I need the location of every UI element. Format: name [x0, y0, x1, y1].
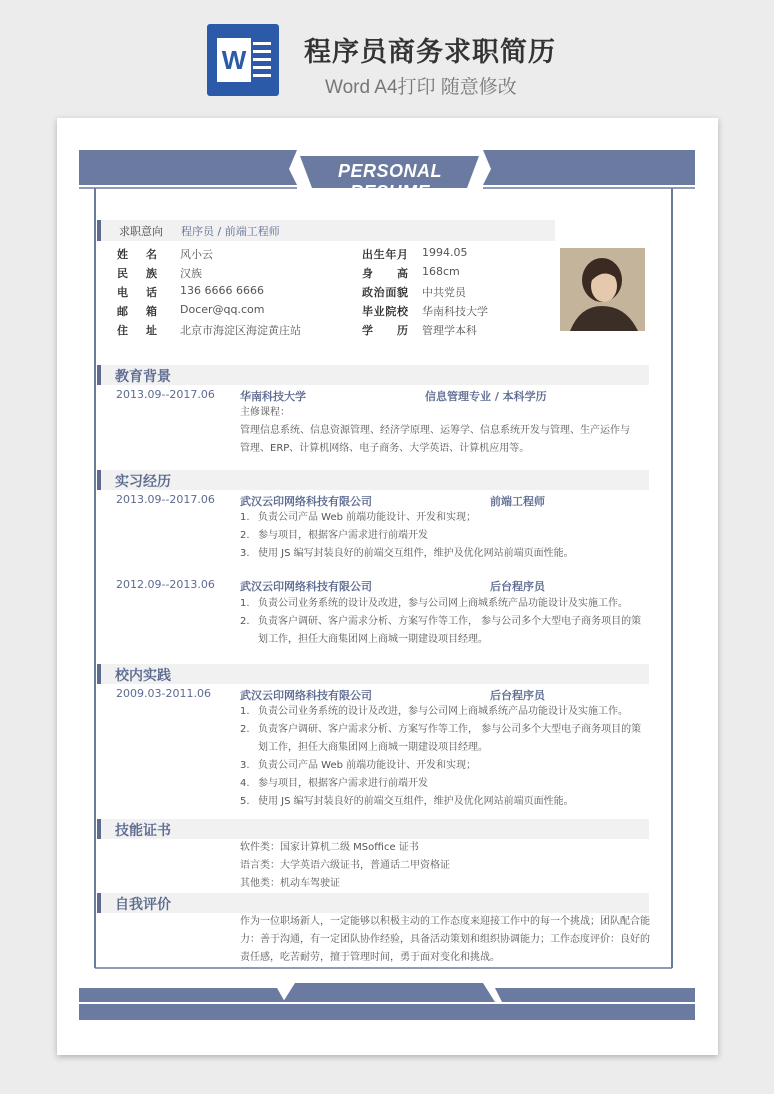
item-number: 2. [240, 616, 250, 627]
info-label: 毕业院校 [362, 305, 408, 318]
banner-title: PERSONAL RESUME [337, 161, 442, 202]
info-label: 出生年月 [362, 248, 408, 261]
item-number: 4. [240, 778, 250, 789]
list-item [240, 757, 650, 775]
section-marker [97, 664, 101, 684]
section-title: 技能证书 [115, 823, 171, 839]
info-value: 中共党员 [422, 286, 466, 299]
item-number: 1. [240, 598, 250, 609]
skill-line: 语言类：大学英语六级证书，普通话二甲资格证 [240, 860, 450, 871]
skill-line: 软件类：国家计算机二级 MSoffice 证书 [240, 842, 419, 853]
list-item [240, 775, 650, 793]
info-value: 华南科技大学 [422, 305, 488, 318]
section-title: 校内实践 [115, 668, 171, 684]
item-number: 5. [240, 796, 250, 807]
info-label: 学历 [362, 324, 408, 337]
section-marker [97, 893, 101, 913]
campus-role: 后台程序员 [490, 689, 545, 702]
info-label: 电话 [117, 286, 157, 299]
item-number: 3. [240, 548, 250, 559]
section-internship [97, 470, 649, 490]
info-label: 民族 [117, 267, 157, 280]
info-value: 汉族 [180, 267, 202, 280]
info-label: 住址 [117, 324, 157, 337]
skill-line: 其他类：机动车驾驶证 [240, 878, 340, 889]
item-number: 2. [240, 530, 250, 541]
info-value: Docer@qq.com [180, 303, 265, 316]
job-intent-label: 求职意向 [119, 225, 163, 238]
job-intent-bar [97, 220, 555, 241]
section-marker [97, 220, 101, 241]
section-title: 教育背景 [115, 369, 171, 385]
item-text: 负责公司业务系统的设计及改进，参与公司网上商城系统产品功能设计及实施工作。 [258, 706, 628, 717]
item-text: 使用 JS 编写封装良好的前端交互组件，维护及优化网站前端页面性能。 [258, 796, 574, 807]
intern-date: 2012.09--2013.06 [116, 578, 215, 591]
resume-page [57, 118, 718, 1055]
info-label: 政治面貌 [362, 286, 408, 299]
section-marker [97, 819, 101, 839]
section-self-eval [97, 893, 649, 913]
edu-major: 信息管理专业 / 本科学历 [425, 390, 547, 403]
info-label: 姓名 [117, 248, 157, 261]
section-title: 自我评价 [115, 897, 171, 913]
list-item [240, 703, 650, 721]
intern-date: 2013.09--2017.06 [116, 493, 215, 506]
profile-photo [560, 248, 645, 331]
item-number: 3. [240, 760, 250, 771]
edu-school: 华南科技大学 [240, 390, 306, 403]
campus-company: 武汉云印网络科技有限公司 [240, 689, 372, 702]
info-value: 1994.05 [422, 246, 468, 259]
info-value: 风小云 [180, 248, 213, 261]
list-item [240, 613, 650, 649]
section-education [97, 365, 649, 385]
info-value: 管理学本科 [422, 324, 477, 337]
item-text: 负责公司业务系统的设计及改进，参与公司网上商城系统产品功能设计及实施工作。 [258, 598, 628, 609]
item-number: 1. [240, 706, 250, 717]
item-text: 负责客户调研、客户需求分析、方案写作等工作， 参与公司多个大型电子商务项目的策划工作，担任大商集团网上商城一期建设项目经理。 [258, 616, 642, 645]
top-right-bar [483, 150, 695, 185]
list-item [240, 509, 650, 527]
page-title: 程序员商务求职简历 [304, 37, 556, 68]
info-value: 136 6666 6666 [180, 284, 264, 297]
edu-courses-line: 管理、ERP、计算机网络、电子商务、大学英语、计算机应用等。 [240, 443, 530, 454]
edu-courses-label: 主修课程： [240, 407, 290, 418]
section-skills [97, 819, 649, 839]
section-marker [97, 365, 101, 385]
intern-role: 前端工程师 [490, 495, 545, 508]
item-text: 使用 JS 编写封装良好的前端交互组件，维护及优化网站前端页面性能。 [258, 548, 574, 559]
word-logo-icon [207, 24, 279, 96]
section-campus [97, 664, 649, 684]
job-intent-value: 程序员 / 前端工程师 [181, 225, 280, 238]
item-text: 负责客户调研、客户需求分析、方案写作等工作， 参与公司多个大型电子商务项目的策划工作，担任大商集团网上商城一期建设项目经理。 [258, 724, 642, 753]
campus-date: 2009.03-2011.06 [116, 687, 211, 700]
bottom-plate [283, 983, 495, 1002]
word-logo-lines [253, 42, 271, 82]
intern-company: 武汉云印网络科技有限公司 [240, 580, 372, 593]
top-left-bar [79, 150, 297, 185]
list-item [240, 721, 650, 757]
section-title: 实习经历 [115, 474, 171, 490]
info-value: 北京市海淀区海淀黄庄站 [180, 324, 301, 337]
page-subtitle: Word A4打印 随意修改 [325, 77, 517, 98]
intern-role: 后台程序员 [490, 580, 545, 593]
info-label: 身高 [362, 267, 408, 280]
info-label: 邮箱 [117, 305, 157, 318]
list-item [240, 527, 650, 545]
list-item [240, 595, 650, 613]
edu-date: 2013.09--2017.06 [116, 388, 215, 401]
section-marker [97, 470, 101, 490]
self-eval-text: 作为一位职场新人，一定能够以积极主动的工作态度来迎接工作中的每一个挑战；团队配合能力：善于沟通，有一定团队协作经验，具备活动策划和组织协调能力；工作态度评价：良好的责任感，吃苦耐劳，擅于管理时间，勇于面对变化和挑战。 [240, 916, 650, 963]
item-number: 2. [240, 724, 250, 735]
item-text: 参与项目，根据客户需求进行前端开发 [258, 530, 428, 541]
item-text: 参与项目，根据客户需求进行前端开发 [258, 778, 428, 789]
item-number: 1. [240, 512, 250, 523]
intern-company: 武汉云印网络科技有限公司 [240, 495, 372, 508]
edu-courses-line: 管理信息系统、信息资源管理、经济学原理、运筹学、信息系统开发与管理、生产运作与 [240, 425, 630, 436]
item-text: 负责公司产品 Web 前端功能设计、开发和实现； [258, 512, 477, 523]
bottom-left-bar [79, 988, 285, 1002]
item-text: 负责公司产品 Web 前端功能设计、开发和实现； [258, 760, 477, 771]
info-value: 168cm [422, 265, 460, 278]
list-item [240, 545, 650, 563]
list-item [240, 793, 650, 811]
word-logo-letter: W [217, 38, 251, 82]
